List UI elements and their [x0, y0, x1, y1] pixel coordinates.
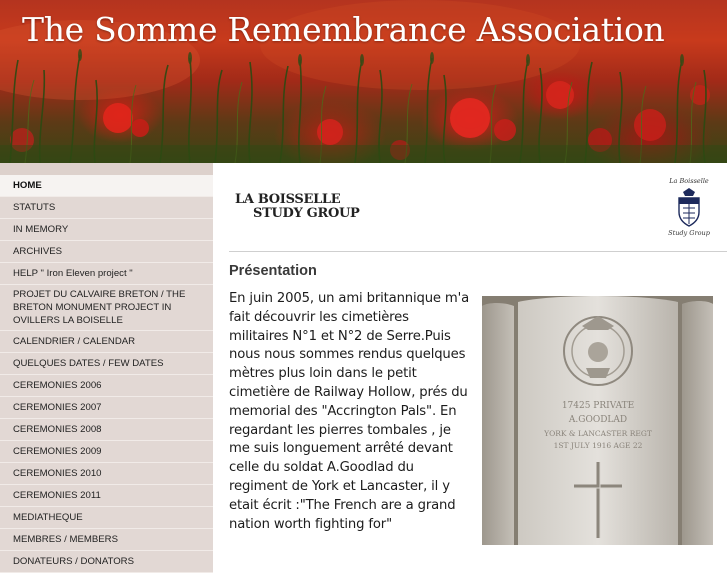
- nav-item-archives[interactable]: ARCHIVES: [0, 241, 213, 263]
- nav-item-calvaire-breton[interactable]: PROJET DU CALVAIRE BRETON / THE BRETON MONUMENT PROJECT IN OVILLERS LA BOISELLE: [0, 285, 213, 331]
- nav-item-donators[interactable]: DONATEURS / DONATORS: [0, 551, 213, 573]
- nav-item-ceremonies-2007[interactable]: CEREMONIES 2007: [0, 397, 213, 419]
- header-banner: [0, 0, 727, 163]
- crest-top-text: La Boisselle: [669, 177, 709, 185]
- nav-item-ceremonies-2009[interactable]: CEREMONIES 2009: [0, 441, 213, 463]
- inscription-line-4: 1ST JULY 1916 AGE 22: [553, 441, 643, 450]
- nav-item-members[interactable]: MEMBRES / MEMBERS: [0, 529, 213, 551]
- nav-item-ceremonies-2008[interactable]: CEREMONIES 2008: [0, 419, 213, 441]
- nav-item-few-dates[interactable]: QUELQUES DATES / FEW DATES: [0, 353, 213, 375]
- logo-bar: [229, 163, 727, 252]
- shield-crest-icon: [673, 186, 705, 228]
- study-group-crest: [665, 177, 713, 239]
- nav-item-ceremonies-2011[interactable]: CEREMONIES 2011: [0, 485, 213, 507]
- logo-line-1: LA BOISSELLE: [235, 192, 341, 207]
- nav-item-help-iron-eleven[interactable]: HELP " Iron Eleven project ": [0, 263, 213, 285]
- section-title: Présentation: [229, 263, 317, 279]
- headstone-photo: [482, 296, 713, 545]
- nav-item-statuts[interactable]: STATUTS: [0, 197, 213, 219]
- inscription-line-1: 17425 PRIVATE: [561, 401, 635, 411]
- nav-item-ceremonies-2010[interactable]: CEREMONIES 2010: [0, 463, 213, 485]
- nav-item-in-memory[interactable]: IN MEMORY: [0, 219, 213, 241]
- nav-item-mediatheque[interactable]: MEDIATHEQUE: [0, 507, 213, 529]
- presentation-text: En juin 2005, un ami britannique m'a fait découvrir les cimetières militaires N°1 et N°2 de Serre.Puis nous nous sommes rendus quelques mètres plus loin dans le petit cimetière de Railway Hollow, prés du memorial des "Accrington Pals". En regardant les pierres tombales , je me suis longuement arrêté devant celle du soldat A.Goodlad du regiment de York et Lancaster, il y etait écrit :"The French are a grand nation worth fighting for": [229, 291, 470, 532]
- inscription-line-3: YORK & LANCASTER REGT: [544, 429, 652, 438]
- site-title: The Somme Remembrance Association: [22, 10, 665, 49]
- main-content: [213, 163, 727, 545]
- inscription-line-2: A.GOODLAD: [568, 415, 628, 425]
- headstone-image: [482, 296, 713, 545]
- nav-item-home[interactable]: HOME: [0, 175, 213, 197]
- nav-item-calendar[interactable]: CALENDRIER / CALENDAR: [0, 331, 213, 353]
- crest-bottom-text: Study Group: [668, 229, 710, 237]
- sidebar-spacer: [0, 163, 213, 175]
- logo-line-2: STUDY GROUP: [253, 206, 360, 221]
- study-group-logo: [235, 193, 360, 221]
- sidebar-nav: [0, 163, 213, 567]
- nav-item-ceremonies-2006[interactable]: CEREMONIES 2006: [0, 375, 213, 397]
